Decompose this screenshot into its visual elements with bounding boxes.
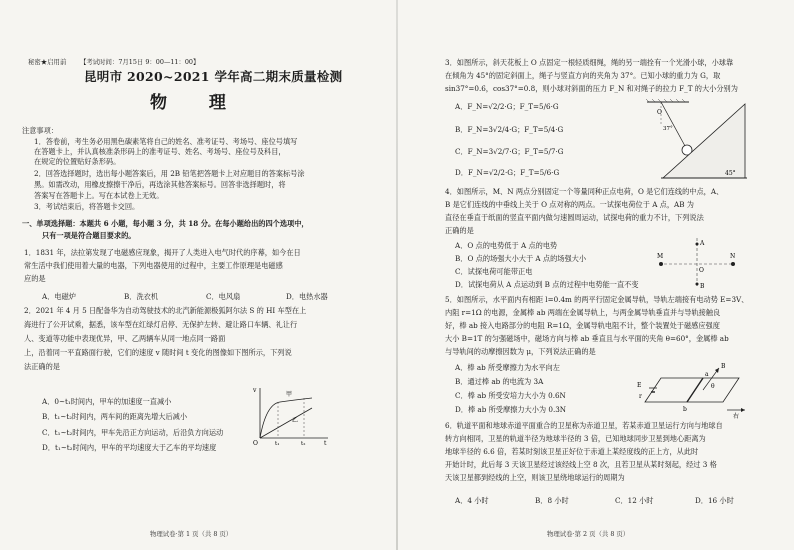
notes-line: 2．回答选择题时，选出每小题答案后，用 2B 铅笔把答题卡上对应题目的答案标号涂	[34, 169, 305, 178]
rope	[661, 102, 685, 146]
q4-line: B 是它们连线的中垂线上关于 O 点对称的两点。一试探电荷位于 A 点，AB 为	[445, 200, 694, 209]
q4-option-b: B．O 点的场强大小大于 A 点的场强大小	[455, 254, 587, 263]
q5-option-b: B．通过棒 ab 的电流为 3A	[455, 377, 544, 386]
point-a-dot	[696, 243, 699, 246]
q5-option-d: D．棒 ab 所受摩擦力大小为 0.3N	[455, 405, 567, 414]
q2-line: 上，沿着同一平直路面行驶，它们的速度 v 随时间 t 变化的图像如下图所示，下列说	[24, 348, 292, 357]
q2-line: 人、变道等功能中表现优异，甲、乙两辆车从同一地点同一路面	[24, 334, 226, 343]
q4-line: 4．如图所示，M、N 两点分别固定一个等量同种正点电荷，O 是它们连线的中点，A、	[445, 187, 724, 196]
label-m: M	[657, 253, 664, 260]
q2-line: 海进行了公开试乘，据悉，该车型在红绿灯启停、无保护左转、避让路口车辆、礼让行	[24, 320, 298, 329]
q4-option-d: D．试探电荷从 A 点运动到 B 点的过程中电势能一直不变	[455, 280, 639, 289]
v-label: v	[253, 387, 257, 394]
rails	[645, 378, 739, 402]
label-a: a	[705, 371, 709, 378]
angle-37: 37°	[663, 126, 673, 132]
t1-label: t₁	[275, 441, 280, 446]
q2-line: 2．2021 年 4 月 5 日配备华为自动驾驶技术的北汽新能源极狐阿尔法 S 的 HI 车型在上	[24, 306, 307, 315]
q1-option-a: A．电磁炉	[42, 292, 76, 301]
label-right: 右	[733, 413, 740, 420]
label-theta: θ	[711, 383, 715, 390]
incline	[663, 104, 745, 178]
q5-line: 大小 B=1T 的匀强磁场中，磁场方向与棒 ab 垂直且与水平面的夹角 θ=60°，金属棒 ab	[445, 334, 729, 343]
q4-option-c: C．试探电荷可能带正电	[455, 267, 533, 276]
label-b: B	[700, 283, 705, 290]
q5-line: 内阻 r=1Ω 的电源，金属棒 ab 两端在金属导轨上，与两金属导轨垂直并与导轨接触良	[445, 308, 721, 317]
page-footer-left: 物理试卷·第 1 页（共 8 页）	[150, 530, 233, 538]
exam-time: 【考试时间：7月15日 9：00—11：00】	[80, 58, 200, 66]
q1-line: 常生活中我们使用着大量的电器，下列电器使用的过程中，主要工作原理是电磁感	[24, 261, 283, 270]
q2-option-b: B．t₁~t₂时间内，两车间的距离先增大后减小	[42, 412, 188, 421]
jia-label: 甲	[286, 391, 293, 398]
notes-line: 1．答卷前，考生务必用黑色碳素笔将自己的姓名、准考证号、考场号、座位号填写	[34, 137, 298, 146]
q5-option-c: C．棒 ab 所受安培力大小为 0.6N	[455, 391, 566, 400]
vt-graph	[252, 384, 332, 446]
q1-option-c: C．电风扇	[206, 292, 241, 301]
section1-heading: 一、单项选择题：本题共 6 小题，每小题 3 分，共 18 分。在每小题给出的四个选项中，	[22, 219, 309, 228]
q2-line: 法正确的是	[24, 362, 60, 371]
label-n: N	[730, 253, 736, 260]
q5-line: 与导轨间的动摩擦因数为 μ，下列说法正确的是	[445, 347, 596, 356]
exam-title: 昆明市 2020~2021 学年高二期末质量检测	[84, 69, 343, 84]
q3-option-c: C．F_N=3√2/7·G；F_T=5/7·G	[455, 147, 564, 156]
q6-line: 开始计时，此后每 3 天该卫星经过该经线上空 8 次，且若卫星从某时刻起，经过 3 格	[445, 460, 717, 469]
angle-45: 45°	[725, 170, 736, 177]
right-arrowhead	[741, 408, 745, 412]
q3-option-b: B．F_N=3√2/4·G；F_T=5/4·G	[455, 125, 564, 134]
label-b-field: B	[721, 363, 726, 370]
q4-line: 直径在垂直于纸面的竖直平面内做匀速圆周运动，试探电荷的重力不计，下列说法	[445, 213, 704, 222]
q3-option-a: A．F_N=√2/2·G；F_T=5/6·G	[455, 102, 559, 111]
subject-title: 物 理	[150, 93, 244, 113]
q4-line: 正确的是	[445, 226, 474, 235]
charge-m	[659, 262, 663, 266]
yi-label: 乙	[292, 417, 299, 424]
q2-option-d: D．t₁~t₂时间内，甲车的平均速度大于乙车的平均速度	[42, 443, 217, 452]
q4-option-a: A．O 点的电势低于 A 点的电势	[455, 241, 558, 250]
q6-line: 天该卫星都到经线的上空，则该卫星绕地球运行的周期为	[445, 473, 625, 482]
page-2	[397, 0, 794, 550]
q6-option-c: C．12 小时	[615, 496, 654, 505]
q6-line: 转方向相同，卫星的轨道半径为地球半径的 3 倍，已知地球同步卫星到地心距离为	[445, 434, 706, 443]
q1-option-b: B．洗衣机	[124, 292, 159, 301]
page-footer-right: 物理试卷·第 2 页（共 8 页）	[547, 530, 630, 538]
point-o: O	[657, 109, 662, 116]
q3-option-d: D．F_N=√2/2·G；F_T=5/6·G	[455, 168, 560, 177]
origin-label: O	[253, 440, 258, 446]
notes-line: 在答题卡上，并认真核准条形码上的准考证号、姓名、考场号、座位号及科目，	[34, 147, 286, 156]
q1-line: 1．1831 年，法拉第发现了电磁感应现象，揭开了人类进入电气时代的序幕，如今在日	[24, 248, 301, 257]
q1-line: 应的是	[24, 274, 46, 283]
t2-label: t₂	[301, 441, 306, 446]
q3-line: 3．如图所示，斜天花板上 O 点固定一根轻质细绳，绳的另一端拴有一个光滑小球，小球靠	[445, 58, 734, 67]
notes-line: 3．考试结束后，将答题卡交回。	[34, 202, 140, 211]
notes-line: 黑。如需改动，用橡皮擦擦干净后，再选涂其他答案标号。回答非选择题时，将	[34, 180, 286, 189]
label-e: E	[637, 382, 642, 389]
q2-option-c: C．t₁~t₂时间内，甲车先沿正方向运动，后沿负方向运动	[42, 428, 224, 437]
q1-option-d: D．电热水器	[286, 292, 328, 301]
point-b-dot	[696, 283, 699, 286]
q6-line: 6．轨道平面和地球赤道平面重合的卫星称为赤道卫星，若某赤道卫星运行方向与地球自	[445, 421, 723, 430]
q3-line: 在倾角为 45°的固定斜面上，绳子与竖直方向的夹角为 37°。已知小球的重力为 G，取	[445, 71, 721, 80]
notes-line: 在规定的位置贴好条形码。	[34, 157, 121, 166]
rod-ab	[687, 378, 703, 402]
q6-option-a: A．4 小时	[455, 496, 489, 505]
section1-heading-2: 只有一项是符合题目要求的。	[42, 231, 136, 240]
q3-line: sin37°=0.6，cos37°=0.8，则小球对斜面的压力 F_N 和对绳子的拉力 F_T 的大小分别为	[445, 84, 738, 93]
q5-line: 5．如图所示，水平面内有相距 l=0.4m 的两平行固定金属导轨，导轨左端接有电动势 E=3V、	[445, 295, 749, 304]
t-label: t	[324, 440, 327, 446]
label-b: b	[683, 406, 687, 413]
q3-figure	[641, 94, 751, 182]
q6-option-b: B．8 小时	[535, 496, 569, 505]
q6-line: 地球半径的 6.6 倍，若某时刻该卫星正好位于赤道上某经度线的正上方，从此时	[445, 447, 699, 456]
label-a: A	[700, 240, 705, 247]
secret-label: 秘密★启用前	[28, 58, 67, 66]
q2-option-a: A．0~t₁时间内，甲车的加速度一直减小	[42, 397, 172, 406]
notes-line: 答案写在答题卡上。写在本试卷上无效。	[34, 191, 164, 200]
q6-option-d: D．16 小时	[695, 496, 734, 505]
q5-line: 好，棒 ab 接入电路部分的电阻 R=1Ω，金属导轨电阻不计，整个装置处于磁感应强度	[445, 321, 720, 330]
q5-option-a: A．棒 ab 所受摩擦力为水平向左	[455, 363, 560, 372]
label-r: r	[639, 393, 642, 400]
label-o: O	[699, 267, 704, 274]
q4-figure	[653, 234, 741, 292]
q5-figure	[627, 358, 751, 420]
charge-n	[731, 262, 735, 266]
notes-heading: 注意事项：	[22, 126, 58, 135]
